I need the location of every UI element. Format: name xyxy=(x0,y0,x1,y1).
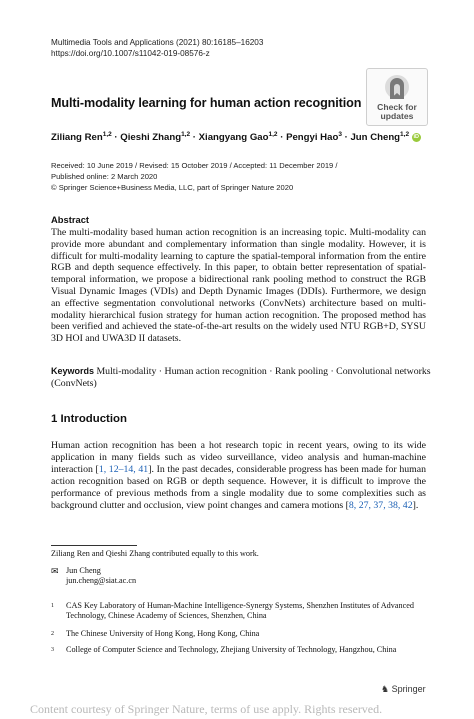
keywords-label: Keywords xyxy=(51,366,95,376)
affiliation-text: College of Computer Science and Technology, Zhejiang University of Technology, Hangzhou, China xyxy=(66,645,397,654)
published-online: Published online: 2 March 2020 xyxy=(51,172,158,182)
author-name: Ziliang Ren xyxy=(51,132,103,144)
section-heading-introduction: 1 Introduction xyxy=(51,413,127,425)
author-affil: 3 xyxy=(338,131,342,138)
keywords-text: Multi-modality · Human action recognition · Rank pooling · Convolutional networks (ConvNets) xyxy=(51,366,431,389)
citation-link[interactable]: 8, 27, 37, 38, 42 xyxy=(348,499,413,511)
contact-name: Jun Cheng xyxy=(66,566,101,575)
corresponding-author xyxy=(51,566,136,587)
affiliation-2 xyxy=(0,629,474,639)
journal-citation: Multimedia Tools and Applications (2021) 80:16185–16203 xyxy=(51,38,264,47)
footnote-divider xyxy=(51,545,137,546)
author-affil: 1,2 xyxy=(268,131,278,138)
contact-email[interactable]: jun.cheng@siat.ac.cn xyxy=(66,576,137,586)
publisher-logo xyxy=(381,684,426,695)
author-name: Pengyi Hao xyxy=(286,132,339,144)
intro-text: ]. In the past decades, considerable progress has been made for human action recognition based on RGB or depth sequence. However, it is difficult to improve the performance of previous methods from a single modality due to some complexities such as background clutter and occlusion, view point changes and camera motions [ xyxy=(51,463,426,511)
introduction-paragraph xyxy=(51,440,426,511)
equal-contribution-note: Ziliang Ren and Qieshi Zhang contributed equally to this work. xyxy=(51,549,259,558)
abstract-heading: Abstract xyxy=(51,214,90,225)
affiliation-text: The Chinese University of Hong Kong, Hong Kong, China xyxy=(66,629,260,638)
courtesy-watermark: Content courtesy of Springer Nature, terms of use apply. Rights reserved. xyxy=(30,702,383,716)
author-affil: 1,2 xyxy=(181,131,191,138)
affiliation-3 xyxy=(0,645,474,655)
affiliation-number: 1 xyxy=(51,603,54,609)
affiliation-text: CAS Key Laboratory of Human-Machine Intelligence-Synergy Systems, Shenzhen Institutes of Advanced Technology, Chinese Academy of Sciences, Shenzhen, China xyxy=(66,601,414,621)
intro-text: Human action recognition has been a hot research topic in recent years, owing to its wide application in many fields such as video surveillance, video analysis and human-machine interaction [ xyxy=(51,440,426,475)
affiliation-1 xyxy=(0,601,474,621)
author-affil: 1,2 xyxy=(102,131,112,138)
author-name: Qieshi Zhang xyxy=(120,132,182,144)
received-dates: Received: 10 June 2019 / Revised: 15 October 2019 / Accepted: 11 December 2019 / xyxy=(51,161,338,170)
publisher-name: Springer xyxy=(391,684,426,694)
author-name: Xiangyang Gao xyxy=(198,132,269,144)
copyright-line: © Springer Science+Business Media, LLC, part of Springer Nature 2020 xyxy=(51,183,294,193)
keywords xyxy=(51,366,431,390)
intro-text: ]. xyxy=(412,499,419,511)
citation-link[interactable]: 1, 12–14, 41 xyxy=(98,463,149,475)
badge-line-1: Check for xyxy=(377,102,417,112)
publication-dates xyxy=(51,160,338,194)
badge-line-2: updates xyxy=(380,111,414,121)
abstract-text: The multi-modality based human action recognition is an increasing topic. Multi-modality can provide more abundant and complementary information than single modality. However, it is difficult for multi-modality learning to capture the spatial-temporal information from the entire RGB and depth sequence effectively. In this paper, to obtain better representation of spatial-temporal information, we propose a bidirectional rank pooling method to construct the RGB Visual Dynamic Images (VDIs) and Depth Dynamic Images (DDIs). Furthermore, we design an effective segmentation convolutional networks (ConvNets) architecture based on multi-modality hierarchical fusion strategy for human action recognition. The proposed method has been verified and achieved the state-of-the-art results on the widely used NTU RGB+D, SYSU 3D HOI and UWA3D II datasets. xyxy=(51,227,426,345)
check-for-updates-badge[interactable] xyxy=(366,68,428,126)
journal-header xyxy=(51,37,263,59)
paper-title: Multi-modality learning for human action recognition xyxy=(51,96,362,110)
author-name: Jun Cheng xyxy=(350,132,401,144)
affiliation-number: 3 xyxy=(51,647,54,653)
affiliation-number: 2 xyxy=(51,631,54,637)
envelope-icon: ✉ xyxy=(51,566,59,576)
author-list: Ziliang Ren$^{1,2}$ · Qieshi Zhang$^{1,2}$ · Xiangyang Gao$^{1,2}$ · Pengyi Hao$^3$ · Jun Cheng$^{1,2}$ iD xyxy=(51,131,420,144)
author-affil: 1,2 xyxy=(400,131,410,138)
springer-horse-icon: ♞ xyxy=(381,684,390,694)
doi-link[interactable]: https://doi.org/10.1007/s11042-019-08576-z xyxy=(51,49,210,58)
orcid-icon[interactable]: iD xyxy=(413,134,420,141)
